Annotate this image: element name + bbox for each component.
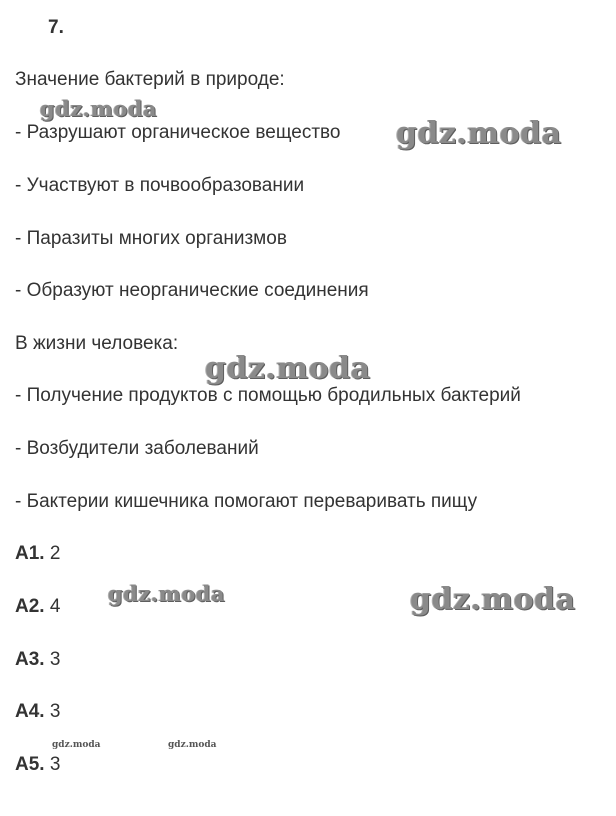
answer-row [15,542,60,566]
answer-value: 3 [44,701,61,722]
human-item: - Получение продуктов с помощью бродильных бактерий [15,385,521,406]
nature-item: - Образуют неорганические соединения [15,280,369,301]
watermark: gdz.moda [410,582,576,617]
human-item: - Возбудители заболеваний [15,438,259,459]
watermark: gdz.moda [108,581,226,606]
answer-row [15,753,60,777]
nature-heading: Значение бактерий в природе: [15,69,285,90]
answer-value: 4 [44,596,61,617]
human-heading: В жизни человека: [15,333,179,354]
watermark: gdz.moda [205,351,371,386]
answer-value: 2 [44,543,61,564]
nature-item: - Разрушают органическое вещество [15,122,341,143]
watermark: gdz.moda [168,740,217,750]
nature-item: - Участвуют в почвообразовании [15,175,305,196]
answer-label: А2. [15,596,45,617]
nature-item: - Паразиты многих организмов [15,228,287,249]
human-item: - Бактерии кишечника помогают переваривать пищу [15,491,478,512]
answer-value: 3 [44,649,61,670]
watermark: gdz.moda [396,116,562,151]
answer-label: А1. [15,543,45,564]
answer-label: А4. [15,701,45,722]
task-number: 7. [48,17,64,38]
answer-row [15,595,60,619]
watermark: gdz.moda [40,96,158,121]
watermark: gdz.moda [52,740,101,750]
answer-label: А5. [15,754,45,775]
answer-row [15,700,60,724]
answer-label: А3. [15,649,45,670]
answer-row [15,648,60,672]
answer-value: 3 [44,754,61,775]
